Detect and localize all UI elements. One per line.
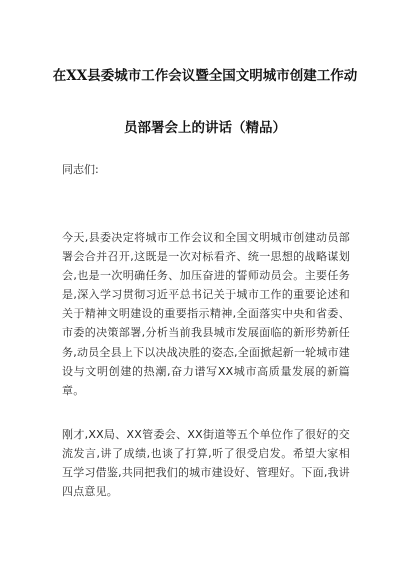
body-paragraph-1: 今天,县委决定将城市工作会议和全国文明城市创建动员部署会合并召开,这既是一次对标看齐、统一思想的战略谋划会,也是一次明确任务、加压奋进的誓师动员会。主要任务是,深入学习贯彻习近平总书记关于城市工作的重要论述和关于精神文明建设的重要指示精神,全面落实中央和省委、市委的决策部署,分析当前我县城市发展面临的新形势新任务,动员全县上下以决战决胜的姿态,全面掀起新一轮城市建设与文明创建的热潮,奋力谱写XX城市高质量发展的新篇章。 bbox=[62, 231, 350, 397]
body-paragraph-2: 刚才,XX局、XX管委会、XX街道等五个单位作了很好的交流发言,讲了成绩,也谈了打算,听了很受启发。希望大家相互学习借鉴,共同把我们的城市建设好、管理好。下面,我讲四点意见。 bbox=[62, 428, 350, 499]
greeting: 同志们: bbox=[62, 163, 99, 176]
document-title-line-1: 在XX县委城市工作会议暨全国文明城市创建工作动 bbox=[52, 68, 358, 84]
document-title-line-2: 员部署会上的讲话（精品） bbox=[124, 120, 286, 136]
